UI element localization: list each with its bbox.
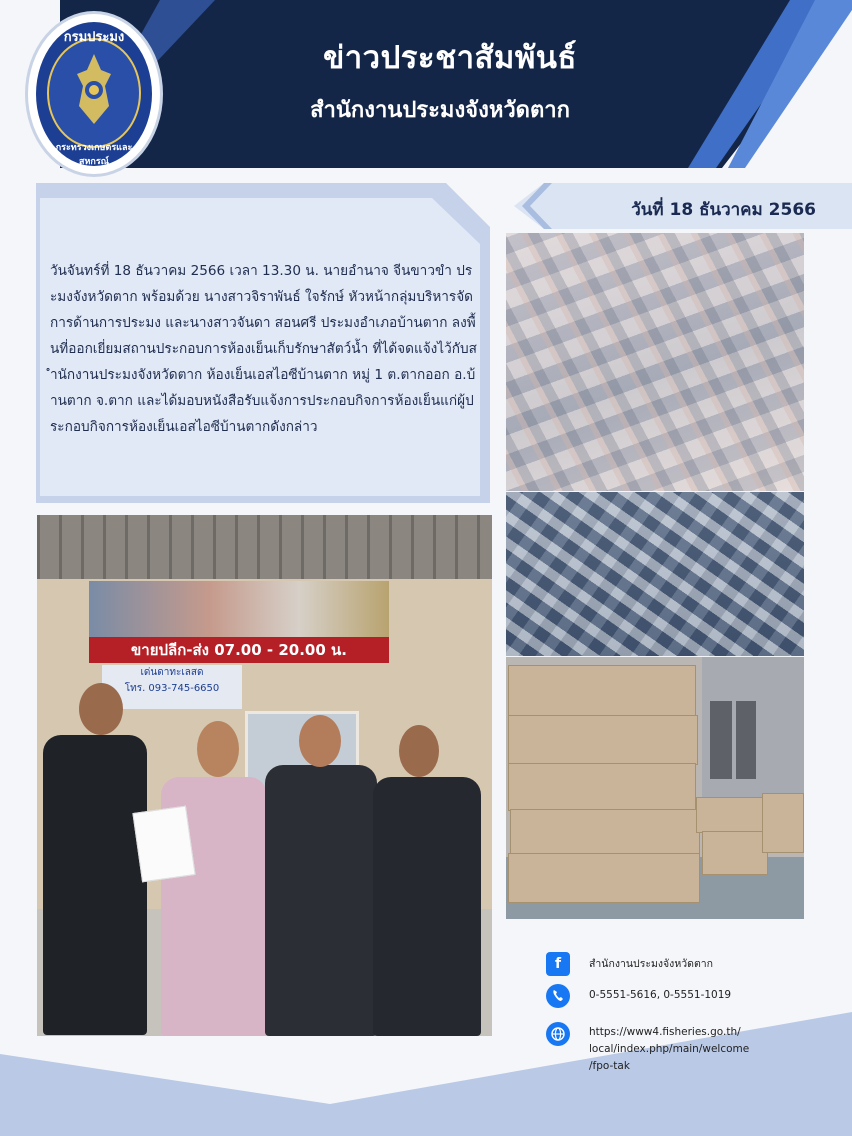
person-head — [299, 715, 341, 767]
carton — [508, 665, 696, 717]
photo-cold-storage-boxes — [506, 657, 804, 919]
carton — [508, 853, 700, 903]
contact-phone: 0-5551-5616, 0-5551-1019 — [589, 989, 732, 1001]
carton — [702, 831, 768, 875]
carton — [762, 793, 804, 853]
carton — [508, 763, 696, 811]
photo-fish-pile — [506, 233, 804, 491]
person-head — [79, 683, 123, 735]
carton — [696, 797, 766, 833]
photo-fish-closeup — [506, 492, 804, 656]
contact-website[interactable] — [589, 1024, 749, 1075]
page-title: ข่าวประชาสัมพันธ์ — [323, 40, 577, 76]
website-line-3: /fpo-tak — [589, 1060, 630, 1072]
carton — [510, 809, 700, 855]
person-head — [399, 725, 439, 777]
person-official-3 — [373, 777, 481, 1036]
shop-sign-name — [102, 665, 242, 709]
logo-emblem — [47, 38, 141, 148]
website-line-2: local/index.php/main/welcome — [589, 1043, 750, 1055]
person-official-2 — [265, 765, 377, 1036]
emblem-icon — [49, 40, 139, 146]
contact-facebook[interactable]: สำนักงานประมงจังหวัดตาก — [589, 958, 714, 970]
logo-text-bottom: กระทรวงเกษตรและ สหกรณ์ — [55, 143, 133, 167]
photo-roof — [37, 515, 492, 579]
photo-door — [710, 701, 732, 779]
person-head — [197, 721, 239, 777]
globe-icon — [546, 1022, 570, 1046]
globe-glyph-icon — [546, 1022, 570, 1046]
article-text: วันจันทร์ที่ 18 ธันวาคม 2566 เวลา 13.30 น. นายอำนาจ จีนขาวขำ ประมงจังหวัดตาก พร้อมด้วย นางสาวจิราพันธ์ ใจรักษ์ หัวหน้ากลุ่มบริหารจัดการด้านการประมง และนางสาวจันดา สอนศรี ประมงอำเภอบ้านตาก ลงพื้นที่ออกเยี่ยมสถานประกอบการห้องเย็นเก็บรักษาสัตว์น้ำ ที่ได้จดแจ้งไว้กับสำนักงานประมงจังหวัดตาก ห้องเย็นเอสไอซีบ้านตาก หมู่ 1 ต.ตากออก อ.บ้านตาก จ.ตาก และได้มอบหนังสือรับแจ้งการประกอบกิจการห้องเย็นแก่ผู้ประกอบกิจการห้องเย็นเอสไอซีบ้านตากดังกล่าว — [50, 263, 477, 435]
page-subtitle: สำนักงานประมงจังหวัดตาก — [310, 98, 570, 123]
facebook-icon[interactable]: f — [546, 952, 570, 976]
shop-sign-hours: ขายปลีก-ส่ง 07.00 - 20.00 น. — [89, 637, 389, 663]
phone-icon — [546, 984, 570, 1008]
photo-handover-group — [37, 515, 492, 1036]
news-date: วันที่ 18 ธันวาคม 2566 — [631, 200, 816, 220]
person-official-1 — [43, 735, 147, 1035]
website-line-1: https://www4.fisheries.go.th/ — [589, 1026, 741, 1038]
logo-text-top: กรมประมง — [63, 30, 125, 45]
photo-door — [736, 701, 756, 779]
shop-sign-image — [89, 581, 389, 637]
shop-name: เด่นดาทะเลสด — [140, 667, 204, 678]
shop-phone: โทร. 093-745-6650 — [124, 683, 220, 694]
phone-glyph-icon — [546, 984, 570, 1008]
carton — [508, 715, 698, 765]
certificate-document — [132, 806, 195, 883]
